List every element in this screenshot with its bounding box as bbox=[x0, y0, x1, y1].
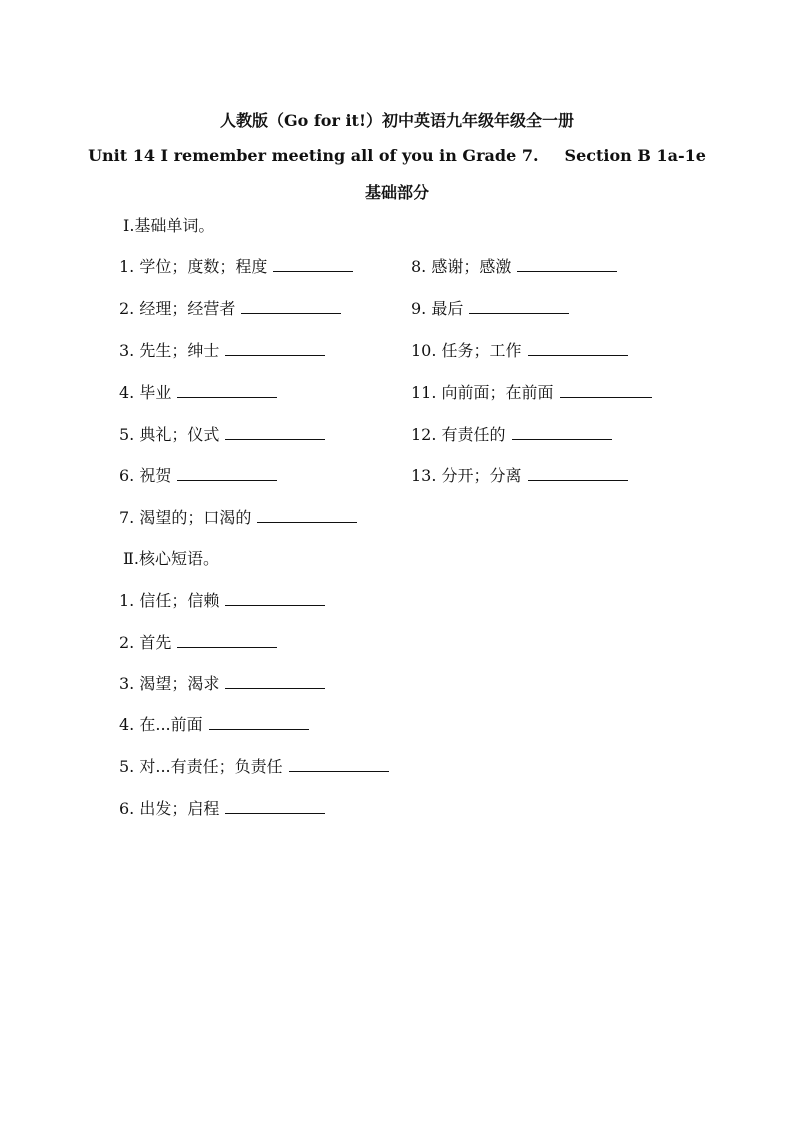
vocab-prompt: 7. 渴望的；口渴的 bbox=[119, 508, 252, 527]
unit-title bbox=[0, 146, 794, 165]
answer-blank[interactable] bbox=[512, 438, 612, 440]
section-heading-phrases: Ⅱ.核心短语。 bbox=[123, 549, 219, 568]
vocab-prompt: 6. 祝贺 bbox=[119, 466, 172, 485]
vocab-item bbox=[411, 341, 628, 361]
vocab-item bbox=[411, 466, 628, 486]
vocab-item bbox=[119, 299, 341, 319]
phrase-item bbox=[119, 799, 325, 819]
vocab-item bbox=[119, 508, 357, 528]
section-heading-words: Ⅰ.基础单词。 bbox=[123, 216, 215, 235]
vocab-prompt: 10. 任务；工作 bbox=[411, 341, 522, 360]
answer-blank[interactable] bbox=[225, 438, 325, 440]
answer-blank[interactable] bbox=[560, 396, 652, 398]
vocab-item bbox=[119, 425, 325, 445]
phrase-prompt: 2. 首先 bbox=[119, 633, 172, 652]
vocab-prompt: 5. 典礼；仪式 bbox=[119, 425, 220, 444]
vocab-item bbox=[119, 257, 353, 277]
vocab-prompt: 4. 毕业 bbox=[119, 383, 172, 402]
vocab-item bbox=[119, 466, 277, 486]
vocab-prompt: 13. 分开；分离 bbox=[411, 466, 522, 485]
answer-blank[interactable] bbox=[469, 312, 569, 314]
answer-blank[interactable] bbox=[209, 728, 309, 730]
vocab-prompt: 12. 有责任的 bbox=[411, 425, 506, 444]
phrase-prompt: 5. 对...有责任；负责任 bbox=[119, 757, 283, 776]
vocab-prompt: 2. 经理；经营者 bbox=[119, 299, 236, 318]
phrase-prompt: 3. 渴望；渴求 bbox=[119, 674, 220, 693]
answer-blank[interactable] bbox=[177, 396, 277, 398]
vocab-item bbox=[411, 383, 652, 403]
vocab-prompt: 1. 学位；度数；程度 bbox=[119, 257, 268, 276]
phrase-prompt: 4. 在...前面 bbox=[119, 715, 203, 734]
phrase-prompt: 1. 信任；信赖 bbox=[119, 591, 220, 610]
worksheet-title: 人教版（Go for it!）初中英语九年级年级全一册 bbox=[220, 111, 574, 130]
answer-blank[interactable] bbox=[528, 479, 628, 481]
phrase-item bbox=[119, 633, 277, 653]
answer-blank[interactable] bbox=[273, 270, 353, 272]
vocab-item bbox=[411, 257, 617, 277]
unit-name: Unit 14 I remember meeting all of you in Grade 7. bbox=[88, 146, 539, 165]
part-subtitle: 基础部分 bbox=[364, 183, 429, 202]
answer-blank[interactable] bbox=[528, 354, 628, 356]
answer-blank[interactable] bbox=[225, 354, 325, 356]
vocab-item bbox=[411, 425, 612, 445]
vocab-prompt: 8. 感谢；感激 bbox=[411, 257, 512, 276]
answer-blank[interactable] bbox=[177, 479, 277, 481]
vocab-item bbox=[411, 299, 569, 319]
answer-blank[interactable] bbox=[241, 312, 341, 314]
vocab-prompt: 9. 最后 bbox=[411, 299, 464, 318]
answer-blank[interactable] bbox=[177, 646, 277, 648]
answer-blank[interactable] bbox=[257, 521, 357, 523]
answer-blank[interactable] bbox=[225, 604, 325, 606]
phrase-item bbox=[119, 591, 325, 611]
phrase-item bbox=[119, 757, 389, 777]
phrase-prompt: 6. 出发；启程 bbox=[119, 799, 220, 818]
phrase-item bbox=[119, 674, 325, 694]
vocab-prompt: 11. 向前面；在前面 bbox=[411, 383, 554, 402]
vocab-item bbox=[119, 383, 277, 403]
vocab-item bbox=[119, 341, 325, 361]
answer-blank[interactable] bbox=[517, 270, 617, 272]
answer-blank[interactable] bbox=[225, 687, 325, 689]
vocab-prompt: 3. 先生；绅士 bbox=[119, 341, 220, 360]
answer-blank[interactable] bbox=[289, 770, 389, 772]
section-name: Section B 1a-1e bbox=[564, 146, 706, 165]
phrase-item bbox=[119, 715, 309, 735]
answer-blank[interactable] bbox=[225, 812, 325, 814]
